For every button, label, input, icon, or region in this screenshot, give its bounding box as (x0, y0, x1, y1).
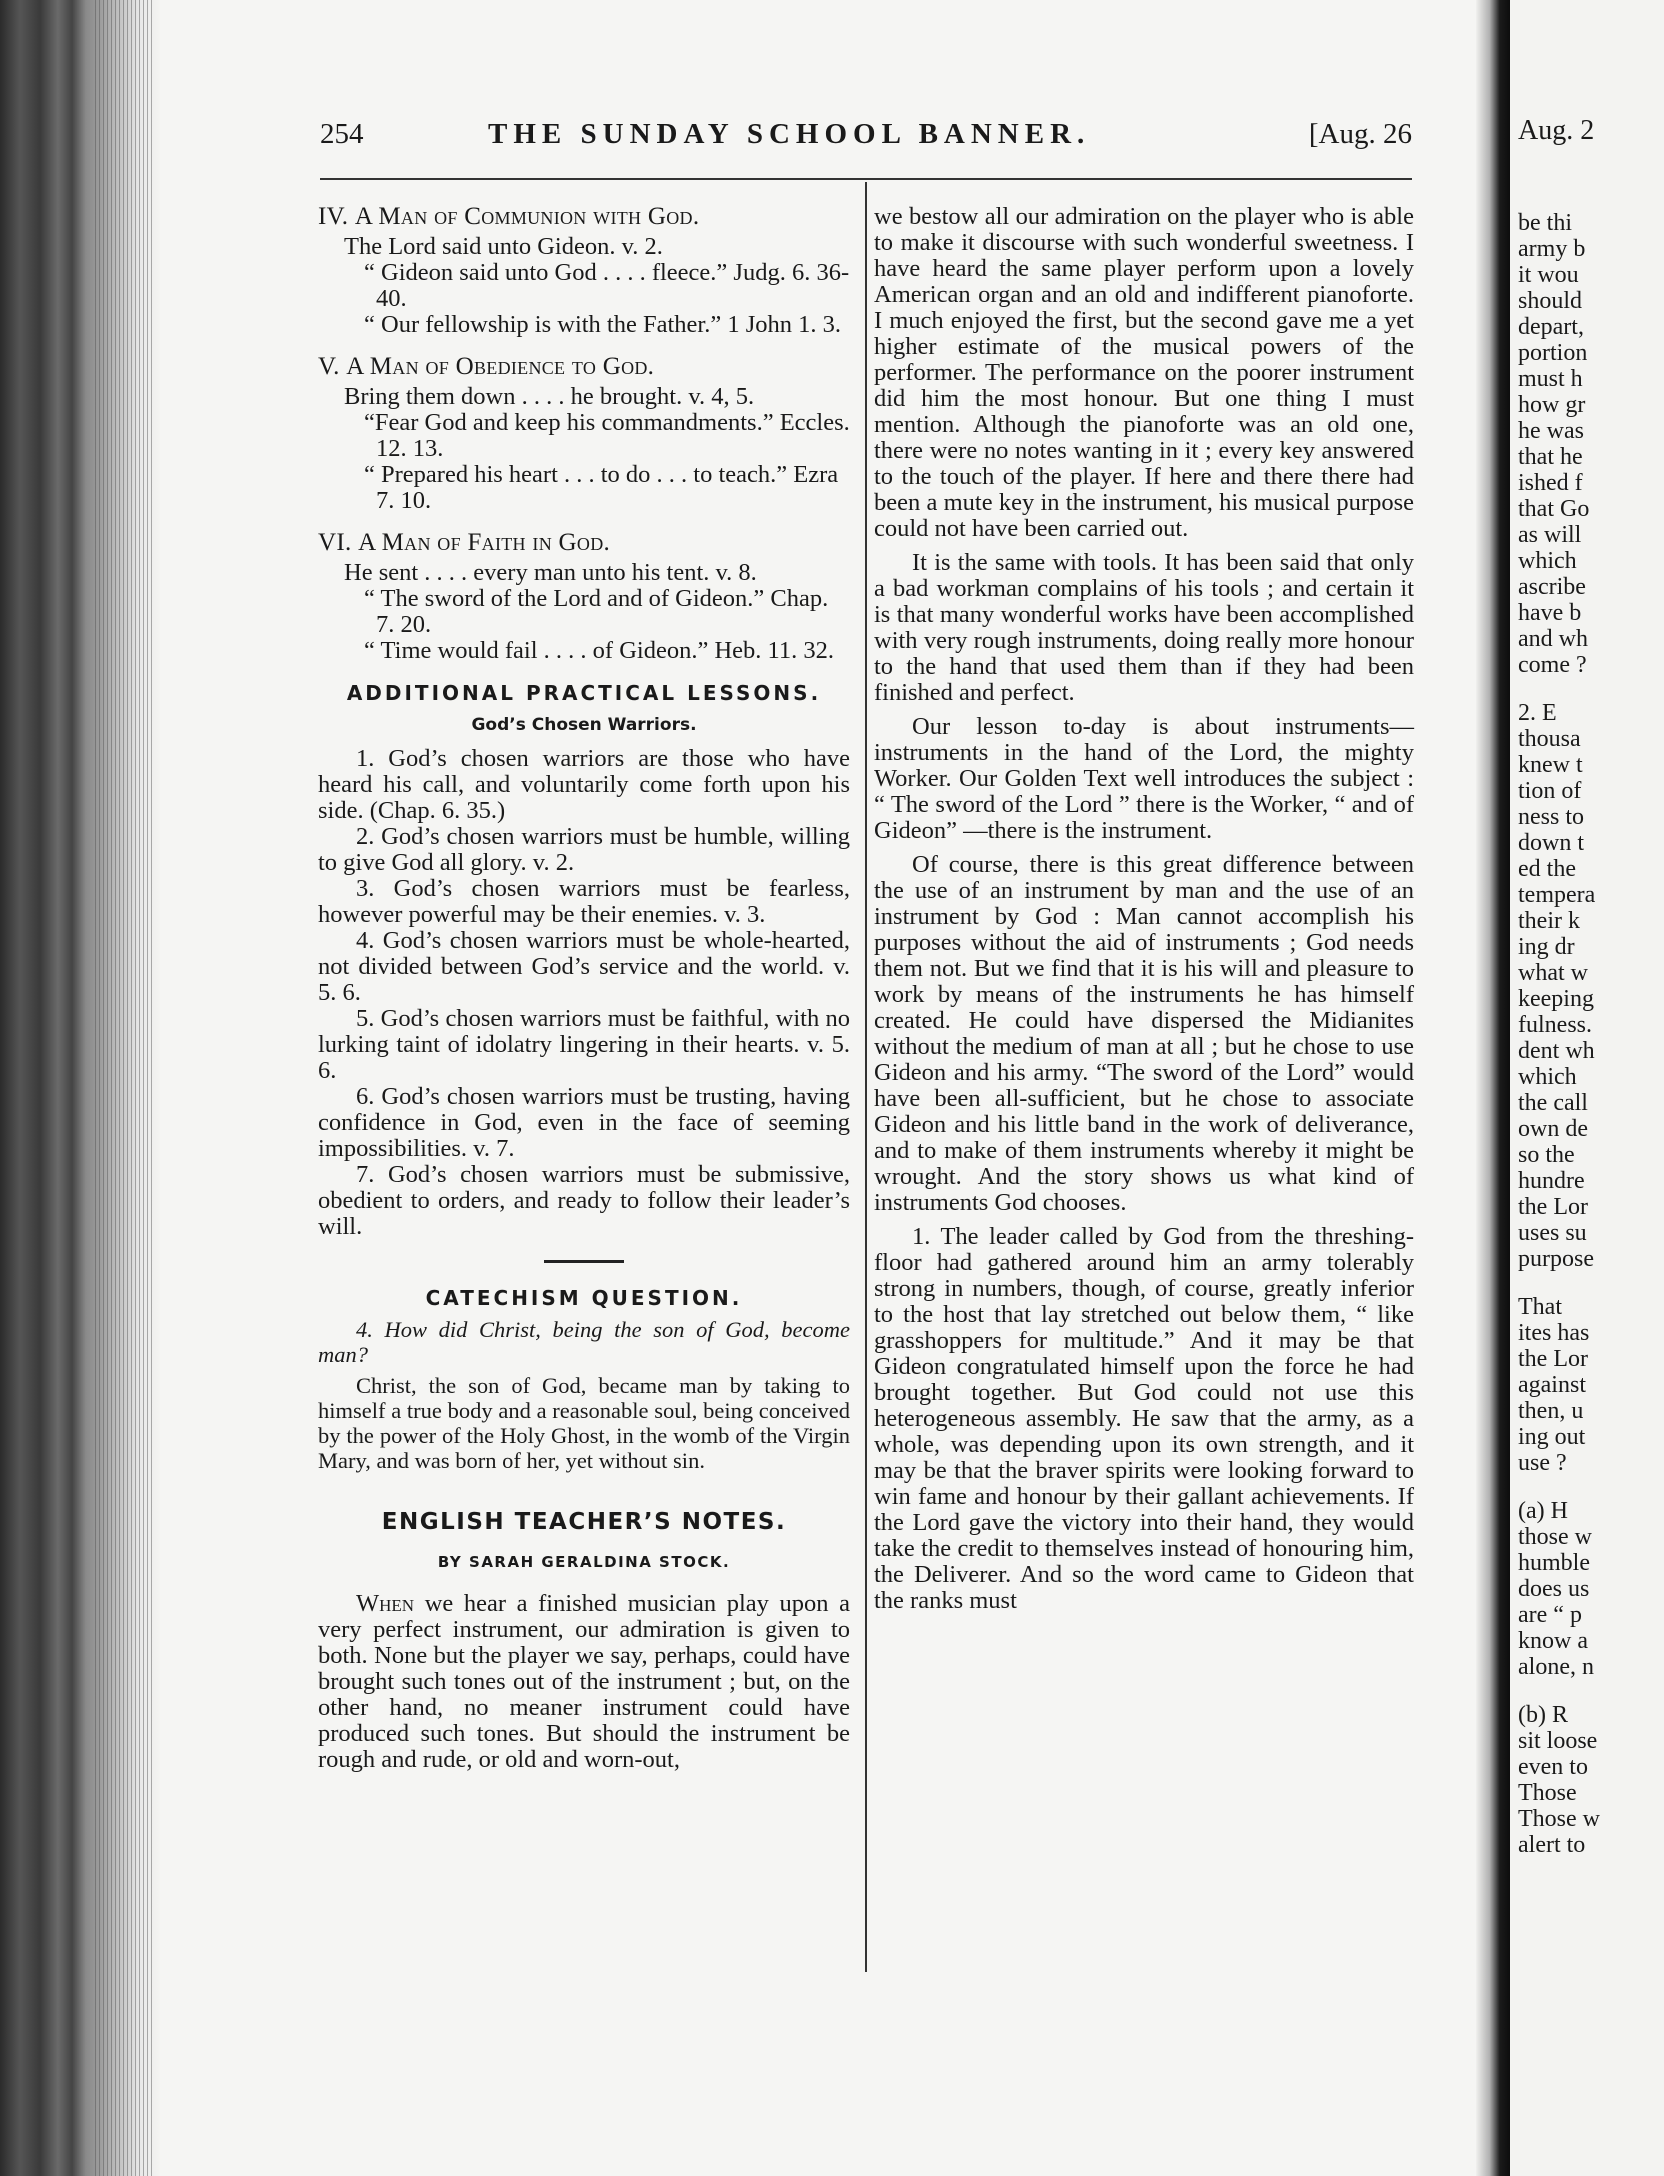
facing-page-line: dent wh (1518, 1038, 1595, 1064)
outline-line: “ Our fellowship is with the Father.” 1 John 1. 3. (364, 311, 842, 338)
facing-page-line: ing out (1518, 1424, 1586, 1450)
facing-page-line: tempera (1518, 882, 1596, 908)
outline-line: “Fear God and keep his commandments.” Eccles. 12. 13. (364, 409, 850, 462)
outline-heading: A Man of Communion with God. (354, 203, 700, 230)
facing-page-line: humble (1518, 1550, 1590, 1576)
facing-page-line: have b (1518, 600, 1582, 626)
lesson-item: 2. God’s chosen warriors must be humble, willing to give God all glory. v. 2. (318, 823, 850, 876)
facing-page-line: which (1518, 1064, 1577, 1090)
facing-page-line: alert to (1518, 1832, 1586, 1858)
facing-page-line: those w (1518, 1524, 1592, 1550)
section-divider (544, 1260, 624, 1263)
facing-page-line: depart, (1518, 314, 1584, 340)
outline-heading: A Man of Obedience to God. (346, 353, 655, 380)
facing-page-header: Aug. 2 (1518, 115, 1595, 146)
facing-page-line: purpose (1518, 1246, 1594, 1272)
facing-page-line: that he (1518, 444, 1583, 470)
running-header (320, 118, 1412, 158)
catechism-answer: Christ, the son of God, became man by taking to himself a true body and a reasonable soul, being conceived by the power of the Holy Ghost, in the womb of the Virgin Mary, and was born of her, yet without sin. (318, 1373, 850, 1473)
facing-page-line: Those (1518, 1780, 1577, 1806)
notes-paragraph: 1. The leader called by God from the threshing-floor had gathered around him an army tolerably strong in numbers, though, of course, greatly inferior to the host that lay stretched out below them, “ like grasshoppers for multitude.” And it may be that Gideon congratulated himself upon the force he had brought together. But God could not use this heterogeneous assembly. He saw that the army, as a whole, was depending upon its own strength, and it may be that the braver spirits were looking forward to win fame and honour by their gallant achievements. If the Lord gave the victory into their hand, they would take the credit to themselves instead of honouring him, the Deliverer. And so the word came to Gideon that the ranks must (874, 1223, 1414, 1614)
lessons-subheading: God’s Chosen Warriors. (471, 715, 697, 735)
facing-page-line: portion (1518, 340, 1588, 366)
facing-page-line: then, u (1518, 1398, 1584, 1424)
facing-page-line: even to (1518, 1754, 1588, 1780)
facing-page-line: and wh (1518, 626, 1588, 652)
facing-page-line: ascribe (1518, 574, 1586, 600)
facing-page-line: the call (1518, 1090, 1588, 1116)
facing-page-line: ished f (1518, 470, 1583, 496)
notes-paragraph: It is the same with tools. It has been said that only a bad workman complains of his tools ; and certain it is that many wonderful works have been accomplished with very rough instruments, doing really more honour to the hand that used them than if they had been finished and perfect. (874, 549, 1414, 706)
facing-page-line: 2. E (1518, 700, 1557, 726)
outline-heading: A Man of Faith in God. (358, 529, 611, 556)
notes-paragraph: Our lesson to-day is about instruments—instruments in the hand of the Lord, the mighty Worker. Our Golden Text well introduces the subject : “ The sword of the Lord ” there is the Worker, “ and of Gideon” —there is the instrument. (874, 713, 1414, 844)
lesson-item: 4. God’s chosen warriors must be whole-hearted, not divided between God’s service and the world. v. 5. 6. (318, 927, 850, 1006)
page-number: 254 (320, 118, 364, 150)
facing-page-line: what w (1518, 960, 1588, 986)
column-rule (865, 182, 867, 1972)
facing-page-line: uses su (1518, 1220, 1587, 1246)
facing-page-line: should (1518, 288, 1583, 314)
outline-line: Bring them down . . . . he brought. v. 4, 5. (344, 383, 755, 410)
outline-section-6 (318, 530, 850, 664)
facing-page-line: fulness. (1518, 1012, 1592, 1038)
left-column (318, 204, 850, 1781)
notes-paragraph (318, 1591, 850, 1773)
facing-page (1510, 0, 1664, 2176)
facing-page-line: own de (1518, 1116, 1588, 1142)
facing-page-line: ed the (1518, 856, 1576, 882)
facing-page-line: (b) R (1518, 1702, 1568, 1728)
outline-numeral: IV. (318, 203, 349, 230)
header-rule (320, 178, 1412, 180)
outline-line: “ The sword of the Lord and of Gideon.” Chap. 7. 20. (364, 585, 829, 638)
outline-section-4 (318, 204, 850, 338)
facing-page-line: down t (1518, 830, 1584, 856)
outline-line: He sent . . . . every man unto his tent. v. 8. (344, 559, 757, 586)
facing-page-line: keeping (1518, 986, 1594, 1012)
lesson-item: 7. God’s chosen warriors must be submissive, obedient to orders, and ready to follow their leader’s will. (318, 1161, 850, 1240)
facing-page-line: Those w (1518, 1806, 1600, 1832)
facing-page-line: ness to (1518, 804, 1584, 830)
facing-page-line: as will (1518, 522, 1582, 548)
outline-line: “ Prepared his heart . . . to do . . . to teach.” Ezra 7. 10. (364, 461, 839, 514)
facing-page-line: which (1518, 548, 1577, 574)
outline-numeral: V. (318, 353, 340, 380)
facing-page-line: does us (1518, 1576, 1590, 1602)
facing-page-line: ing dr (1518, 934, 1575, 960)
outline-numeral: VI. (318, 529, 352, 556)
facing-page-line: hundre (1518, 1168, 1585, 1194)
outline-line: “ Gideon said unto God . . . . fleece.” Judg. 6. 36-40. (364, 259, 850, 312)
outline-line: “ Time would fail . . . . of Gideon.” Heb. 11. 32. (364, 637, 834, 664)
facing-page-line: use ? (1518, 1450, 1567, 1476)
lessons-heading: ADDITIONAL PRACTICAL LESSONS. (346, 681, 822, 705)
facing-page-line: he was (1518, 418, 1584, 444)
facing-page-line: sit loose (1518, 1728, 1598, 1754)
facing-page-line: must h (1518, 366, 1583, 392)
facing-page-line: be thi (1518, 210, 1572, 236)
notes-first-word: When (356, 1590, 415, 1617)
outline-line: The Lord said unto Gideon. v. 2. (344, 233, 663, 260)
lesson-item: 6. God’s chosen warriors must be trusting, having confidence in God, even in the face of seeming impossibilities. v. 7. (318, 1083, 850, 1162)
right-column (874, 204, 1414, 1622)
facing-page-line: alone, n (1518, 1654, 1594, 1680)
facing-page-line: the Lor (1518, 1194, 1588, 1220)
notes-byline: BY SARAH GERALDINA STOCK. (437, 1553, 731, 1571)
notes-paragraph-text: we hear a finished musician play upon a very perfect instrument, our admiration is given to both. None but the player we say, perhaps, could have brought such tones out of the instrument ; but, on the other hand, no meaner instrument could have produced such tones. But should the instrument be rough and rude, or old and worn-out, (318, 1590, 851, 1773)
catechism-question: 4. How did Christ, being the son of God, become man? (318, 1317, 850, 1367)
lesson-item: 3. God’s chosen warriors must be fearless, however powerful may be their enemies. v. 3. (318, 875, 850, 928)
lesson-item: 1. God’s chosen warriors are those who have heard his call, and voluntarily come forth upon his side. (Chap. 6. 35.) (318, 745, 850, 824)
facing-page-line: how gr (1518, 392, 1586, 418)
book-gutter (1476, 0, 1510, 2176)
facing-page-line: that Go (1518, 496, 1590, 522)
page-edges (95, 0, 155, 2176)
facing-page-line: know a (1518, 1628, 1588, 1654)
facing-page-line: ites has (1518, 1320, 1590, 1346)
facing-page-line: the Lor (1518, 1346, 1588, 1372)
journal-title: THE SUNDAY SCHOOL BANNER. (488, 118, 1091, 150)
notes-paragraph: we bestow all our admiration on the player who is able to make it discourse with such wonderful sweetness. I have heard the same player perform upon a lovely American organ and an old and indifferent pianoforte. I much enjoyed the first, but the second gave me a yet higher estimate of the musical powers of the performer. The performance on the poorer instrument did him the most honour. But one thing I must mention. Although the pianoforte was an old one, there were no notes wanting in it ; every key answered to the touch of the player. If here and there there had been a mute key in the instrument, his musical purpose could not have been carried out. (874, 203, 1414, 542)
facing-page-line: so the (1518, 1142, 1575, 1168)
outline-section-5 (318, 354, 850, 514)
facing-page-line: knew t (1518, 752, 1583, 778)
notes-title: ENGLISH TEACHER’S NOTES. (381, 1509, 787, 1535)
catechism-heading: CATECHISM QUESTION. (425, 1286, 743, 1310)
lesson-item: 5. God’s chosen warriors must be faithful, with no lurking taint of idolatry lingering in their hearts. v. 5. 6. (318, 1005, 850, 1084)
facing-page-line: are “ p (1518, 1602, 1582, 1628)
facing-page-line: their k (1518, 908, 1580, 934)
facing-page-line: it wou (1518, 262, 1579, 288)
facing-page-line: That (1518, 1294, 1562, 1320)
header-date: [Aug. 26 (1308, 118, 1412, 150)
facing-page-line: against (1518, 1372, 1586, 1398)
facing-page-line: army b (1518, 236, 1586, 262)
notes-paragraph: Of course, there is this great difference between the use of an instrument by man and the use of an instrument by God : Man cannot accomplish his purposes without the aid of instruments ; God needs them not. But we find that it is his will and pleasure to work by means of the instruments he has himself created. He could have dispersed the Midianites without the medium of man at all ; but he chose to use Gideon and his army. “The sword of the Lord” would have been all-sufficient, but he chose to associate Gideon and his little band in the work of deliverance, and to make of them instruments whereby it might be wrought. And the story shows us what kind of instruments God chooses. (874, 851, 1414, 1216)
facing-page-line: (a) H (1518, 1498, 1568, 1524)
facing-page-line: come ? (1518, 652, 1587, 678)
facing-page-line: tion of (1518, 778, 1582, 804)
facing-page-line: thousa (1518, 726, 1581, 752)
